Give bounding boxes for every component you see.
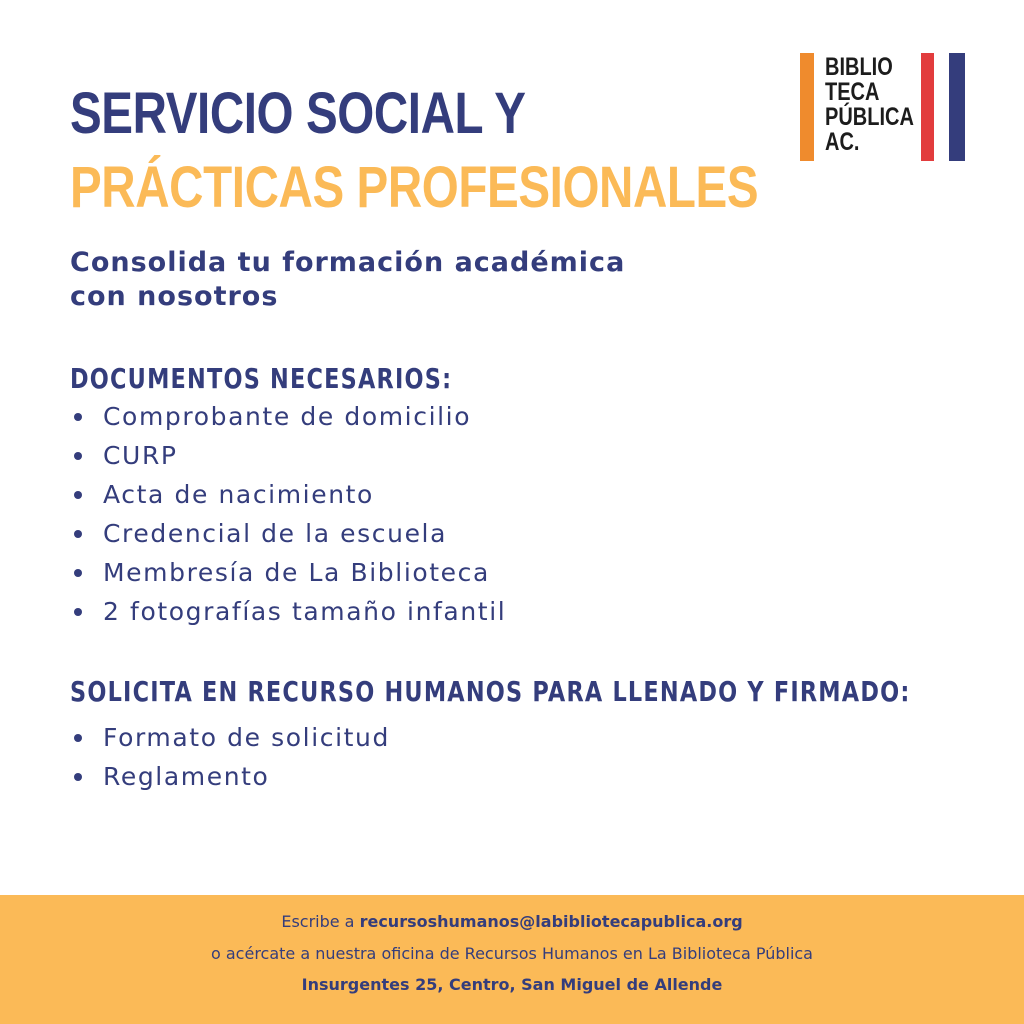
subtitle-line-1: Consolida tu formación académica: [70, 247, 626, 278]
logo-wordmark: [825, 55, 914, 155]
solicita-list: [74, 718, 390, 796]
bullet-icon: [74, 773, 82, 781]
list-item-text: Acta de nacimiento: [103, 480, 374, 509]
list-item: [74, 592, 506, 631]
logo-orange-bar: [800, 53, 814, 161]
subtitle: [70, 246, 770, 314]
list-item: [74, 757, 390, 796]
bullet-icon: [74, 608, 82, 616]
bullet-icon: [74, 452, 82, 460]
logo-line: TECA: [825, 78, 880, 106]
documentos-heading: DOCUMENTOS NECESARIOS:: [70, 362, 453, 395]
solicita-heading: SOLICITA EN RECURSO HUMANOS PARA LLENADO Y FIRMADO:: [70, 675, 911, 708]
bullet-icon: [74, 413, 82, 421]
logo-line: AC.: [825, 128, 860, 156]
title-line-2: PRÁCTICAS PROFESIONALES: [70, 155, 759, 220]
logo-blue-bar: [949, 53, 965, 161]
footer-address: Insurgentes 25, Centro, San Miguel de Allende: [301, 975, 723, 994]
footer-prefix: Escribe a: [281, 912, 355, 931]
list-item-text: Credencial de la escuela: [103, 519, 448, 548]
bullet-icon: [74, 734, 82, 742]
list-item-text: Membresía de La Biblioteca: [103, 558, 490, 587]
list-item: [74, 475, 506, 514]
title-line-1: SERVICIO SOCIAL Y: [70, 81, 526, 146]
list-item-text: CURP: [103, 441, 178, 470]
list-item-text: 2 fotografías tamaño infantil: [103, 597, 507, 626]
list-item-text: Comprobante de domicilio: [103, 402, 472, 431]
footer-email[interactable]: recursoshumanos@labibliotecapublica.org: [359, 912, 743, 931]
biblioteca-logo: [800, 53, 966, 161]
subtitle-line-2: con nosotros: [70, 281, 279, 312]
list-item: [74, 718, 390, 757]
logo-line: PÚBLICA: [825, 103, 914, 131]
list-item: [74, 397, 506, 436]
logo-line: BIBLIO: [825, 53, 893, 81]
list-item: [74, 553, 506, 592]
bullet-icon: [74, 569, 82, 577]
list-item: [74, 436, 506, 475]
list-item-text: Formato de solicitud: [103, 723, 390, 752]
footer-office-line: o acércate a nuestra oficina de Recursos Humanos en La Biblioteca Pública: [211, 944, 813, 963]
bullet-icon: [74, 530, 82, 538]
list-item: [74, 514, 506, 553]
bullet-icon: [74, 491, 82, 499]
documentos-list: [74, 397, 506, 631]
contact-footer: [0, 895, 1024, 1024]
footer-email-line: [0, 911, 1024, 933]
list-item-text: Reglamento: [103, 762, 270, 791]
logo-red-bar: [921, 53, 934, 161]
